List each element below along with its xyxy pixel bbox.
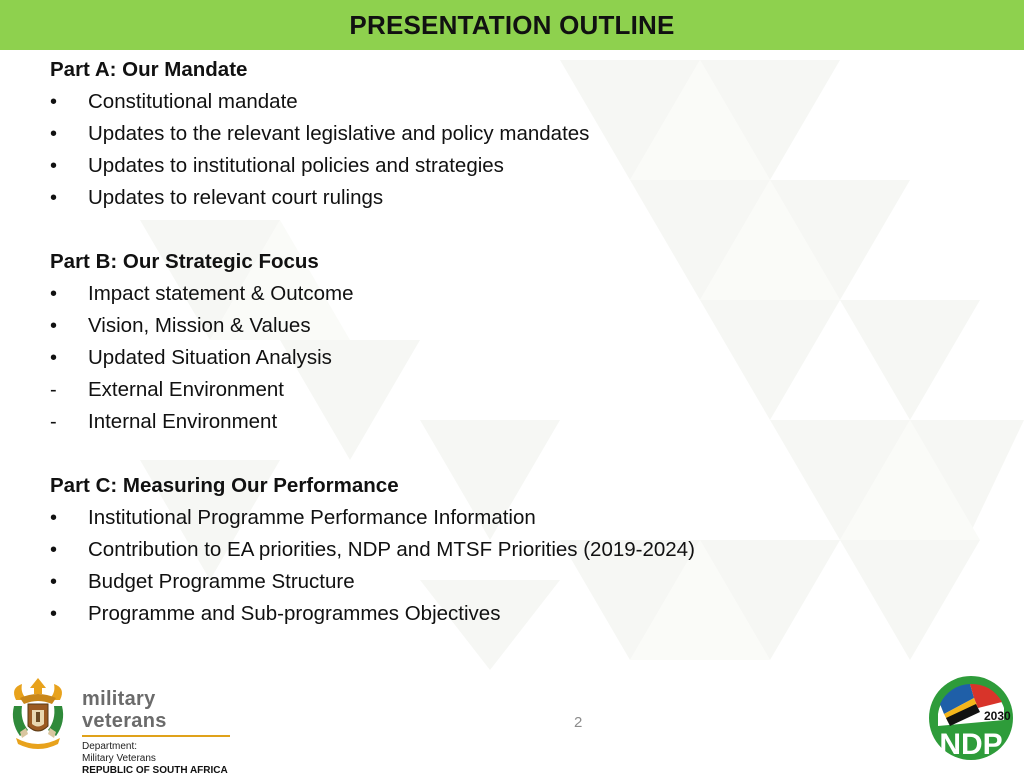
country-name: REPUBLIC OF SOUTH AFRICA: [82, 765, 228, 776]
coat-of-arms-icon: [6, 674, 70, 754]
bullet-marker: •: [50, 187, 58, 209]
dash-marker: -: [50, 411, 57, 433]
brand-name: military veterans: [82, 688, 167, 732]
dash-marker: -: [50, 379, 57, 401]
section-part-a: [50, 54, 950, 214]
ndp-2030-logo: [924, 674, 1018, 762]
bullet-marker: •: [50, 507, 58, 529]
bullet-marker: •: [50, 91, 58, 113]
list-item: [50, 150, 950, 182]
department-name: Military Veterans: [82, 753, 156, 764]
title-bar: [0, 0, 1024, 50]
department-logo: [6, 674, 246, 776]
brand-divider: [82, 735, 230, 737]
list-item-text: Updates to the relevant legislative and policy mandates: [88, 122, 590, 145]
list-item: [50, 182, 950, 214]
list-item: [50, 502, 950, 534]
list-item-text: External Environment: [88, 378, 284, 401]
bullet-marker: •: [50, 123, 58, 145]
ndp-year: 2030: [984, 709, 1011, 723]
section-heading: Part C: Measuring Our Performance: [50, 474, 399, 497]
list-item-text: Institutional Programme Performance Information: [88, 506, 536, 529]
list-item: [50, 118, 950, 150]
list-item-text: Vision, Mission & Values: [88, 314, 311, 337]
list-item-text: Constitutional mandate: [88, 90, 298, 113]
section-spacer: [50, 438, 950, 470]
list-item: [50, 566, 950, 598]
slide-title: PRESENTATION OUTLINE: [349, 9, 675, 40]
list-item: [50, 310, 950, 342]
ndp-text: NDP: [939, 728, 1003, 761]
bullet-marker: •: [50, 539, 58, 561]
list-item-text: Programme and Sub-programmes Objectives: [88, 602, 501, 625]
section-heading: Part B: Our Strategic Focus: [50, 250, 319, 273]
page-number: 2: [574, 714, 583, 731]
list-item: [50, 342, 950, 374]
list-item-text: Budget Programme Structure: [88, 570, 355, 593]
section-part-c: [50, 470, 950, 630]
list-item-text: Internal Environment: [88, 410, 278, 433]
list-item-text: Updated Situation Analysis: [88, 346, 332, 369]
bullet-marker: •: [50, 315, 58, 337]
list-item: [50, 86, 950, 118]
outline-content: [50, 54, 950, 630]
list-item: [50, 534, 950, 566]
bullet-marker: •: [50, 603, 58, 625]
list-item-text: Contribution to EA priorities, NDP and MTSF Priorities (2019-2024): [88, 538, 695, 561]
list-item: [50, 406, 950, 438]
list-item: [50, 598, 950, 630]
department-text-block: [82, 688, 246, 777]
bullet-marker: •: [50, 283, 58, 305]
list-item: [50, 278, 950, 310]
department-label: Department:: [82, 741, 138, 752]
section-heading: Part A: Our Mandate: [50, 58, 248, 81]
list-item: [50, 374, 950, 406]
section-part-b: [50, 246, 950, 438]
list-item-text: Updates to relevant court rulings: [88, 186, 384, 209]
bullet-marker: •: [50, 571, 58, 593]
bullet-marker: •: [50, 155, 58, 177]
bullet-marker: •: [50, 347, 58, 369]
list-item-text: Impact statement & Outcome: [88, 282, 354, 305]
list-item-text: Updates to institutional policies and strategies: [88, 154, 504, 177]
section-spacer: [50, 214, 950, 246]
